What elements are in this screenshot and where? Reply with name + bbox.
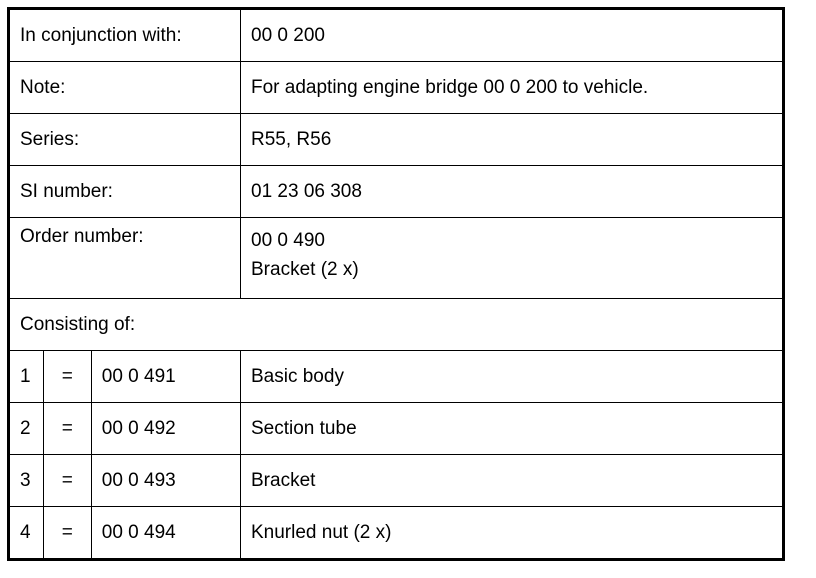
tool-spec-table: [7, 7, 785, 561]
value-si-number: 01 23 06 308: [241, 166, 784, 218]
equals-sign: =: [43, 351, 91, 403]
equals-sign: =: [43, 455, 91, 507]
part-description: Basic body: [241, 351, 784, 403]
equals-sign: =: [43, 403, 91, 455]
part-code: 00 0 494: [91, 507, 240, 560]
part-number: 1: [9, 351, 44, 403]
part-row: [9, 455, 784, 507]
value-in-conjunction: 00 0 200: [241, 9, 784, 62]
label-note: Note:: [9, 62, 241, 114]
value-order-number: [241, 218, 784, 299]
value-series: R55, R56: [241, 114, 784, 166]
label-si-number: SI number:: [9, 166, 241, 218]
order-number-code: 00 0 490: [251, 230, 325, 251]
label-consisting-of: Consisting of:: [9, 299, 784, 351]
part-number: 2: [9, 403, 44, 455]
order-number-desc: Bracket (2 x): [251, 259, 359, 280]
value-note: For adapting engine bridge 00 0 200 to vehicle.: [241, 62, 784, 114]
part-row: [9, 403, 784, 455]
part-row: [9, 351, 784, 403]
part-code: 00 0 493: [91, 455, 240, 507]
row-note: [9, 62, 784, 114]
row-si-number: [9, 166, 784, 218]
part-description: Section tube: [241, 403, 784, 455]
row-series: [9, 114, 784, 166]
label-in-conjunction: In conjunction with:: [9, 9, 241, 62]
part-row: [9, 507, 784, 560]
equals-sign: =: [43, 507, 91, 560]
label-order-number: Order number:: [9, 218, 241, 299]
part-code: 00 0 491: [91, 351, 240, 403]
part-description: Bracket: [241, 455, 784, 507]
row-consisting-of: [9, 299, 784, 351]
part-number: 3: [9, 455, 44, 507]
part-number: 4: [9, 507, 44, 560]
part-description: Knurled nut (2 x): [241, 507, 784, 560]
label-series: Series:: [9, 114, 241, 166]
part-code: 00 0 492: [91, 403, 240, 455]
row-order-number: [9, 218, 784, 299]
row-in-conjunction: [9, 9, 784, 62]
